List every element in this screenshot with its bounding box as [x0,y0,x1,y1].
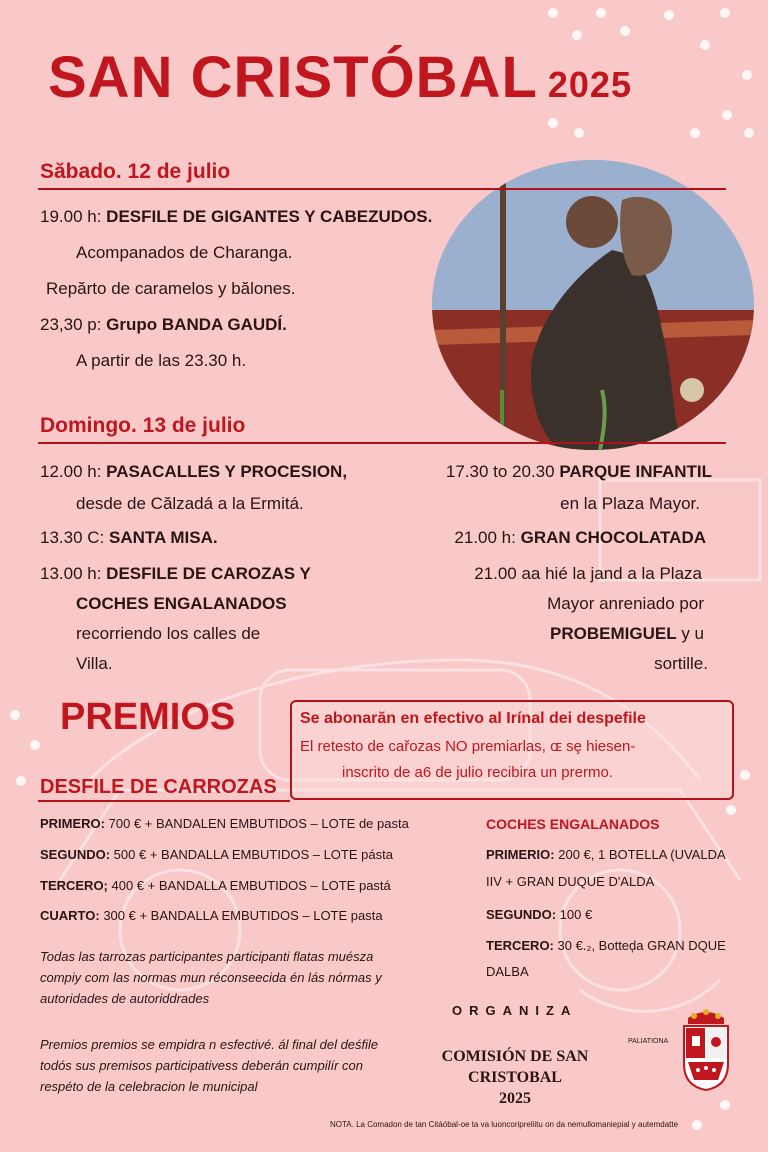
coche-prize-1: PRIMERIO: 200 €, 1 BOTELLA (UVALDA [486,847,726,862]
sun-right-4: 21.00 aa hié la jand a la Plaza [474,564,702,583]
saint-statue-image [432,160,754,450]
sun-right-7: sortille. [654,654,708,673]
sun-right-3: 21.00 h: GRAN CHOCOLATADA [454,528,706,547]
sun-left-4: 13.00 h: DESFILE DE CAROZAS Y [40,564,311,583]
carrozas-rule [38,800,290,802]
saint-photo [432,160,754,450]
sun-left-2: desde de Călzadá a la Ermitá. [76,494,304,513]
page-title [48,44,632,111]
coches-heading: COCHES ENGALANADOS [486,816,660,832]
crest-label: PALIATIONA [628,1038,669,1045]
committee-name: COMISIÓN DE SAN CRISTOBAL 2025 [441,1048,589,1107]
notice-line-3: inscrito de a6 de julio recibira un prermo. [342,764,613,781]
coche-prize-2: SEGUNDO: 100 € [486,907,593,922]
sat-line-5: A partir de las 23.30 h. [76,351,247,370]
carroza-prize-3: TERCERO; 400 € + BANDALLA EMBUTIDOS – LOTE pastá [40,878,391,893]
sat-line-1: 19.00 h: DESFILE DE GIGANTES Y CABEZUDOS. [40,207,433,226]
footer-note: NOTA. La Comadon de tan Citáóbal-oe ta va luoncoripreliitu on da nemullomaniepial y autemdatte [330,1120,679,1129]
rules-note-2: Premios premios se empidra n esfectivé. ál final del deśfile todós sus premisos participativess deberán cumpilír con respéto de la celebracion le municipal [40,1037,379,1094]
sun-left-7: Villa. [76,654,113,673]
carroza-prize-1: PRIMERO: 700 € + BANDALEN EMBUTIDOS – LOTE de pasta [40,816,409,831]
carroza-prize-4: CUARTO: 300 € + BANDALLA EMBUTIDOS – LOTE pasta [40,908,383,923]
saturday-heading: Săbado. 12 de julio [40,160,231,183]
municipal-crest-icon [678,1008,734,1092]
sun-right-1: 17.30 to 20.30 PARQUE INFANTIL [445,462,712,481]
coche-prize-1b: IIV + GRAN DUQUE D'ALDA [486,874,655,889]
title-year: 2025 [547,64,632,105]
premios-notice-box [290,700,734,800]
sat-line-4: 23,30 p: Grupo BANDA GAUDÍ. [40,315,287,334]
sun-right-5: Mayor anreniado por [547,594,704,613]
notice-line-1: Se abonarăn en efectivo al Irínal dei despefile [300,710,646,727]
sun-right-2: en la Plaza Mayor. [560,494,700,513]
sun-left-3: 13.30 C: SANTA MISA. [40,528,218,547]
coche-prize-3: TERCERO: 30 €.₂, Botteḑa GRAN DQUE [486,938,726,953]
notice-line-2: El retesto de cařozas NO premiarlas, ɶ sȩ hiesen- [300,738,636,755]
coche-prize-3b: DALBA [486,964,529,979]
sun-left-5: COCHES ENGALANADOS [76,594,287,613]
sat-line-3: Repărto de caramelos y bălones. [46,279,296,298]
carroza-prize-2: SEGUNDO: 500 € + BANDALLA EMBUTIDOS – LOTE pásta [40,847,393,862]
organiza-label: ORGANIZA [452,1003,578,1018]
title-text: SAN CRISTÓBAL [48,45,538,110]
premios-heading: PREMIOS [60,696,236,738]
sun-left-1: 12.00 h: PASACALLES Y PROCESION, [40,462,348,481]
rules-note-1: Todas las tarrozas participantes participanti flatas muésza compiy com las normas mun réconseecida én lás nórmas y autoridades de autoriddrades [40,949,382,1006]
sat-line-2: Acompanados de Charanga. [76,243,293,262]
sun-left-6: recorriendo los calles de [76,624,261,643]
saturday-rule [38,188,726,190]
sunday-heading: Domingo. 13 de julio [40,414,246,437]
carrozas-heading: DESFILE DE CARROZAS [40,776,277,798]
sunday-rule [38,442,726,444]
sun-right-6: PROBEMIGUEL y u [550,624,704,643]
